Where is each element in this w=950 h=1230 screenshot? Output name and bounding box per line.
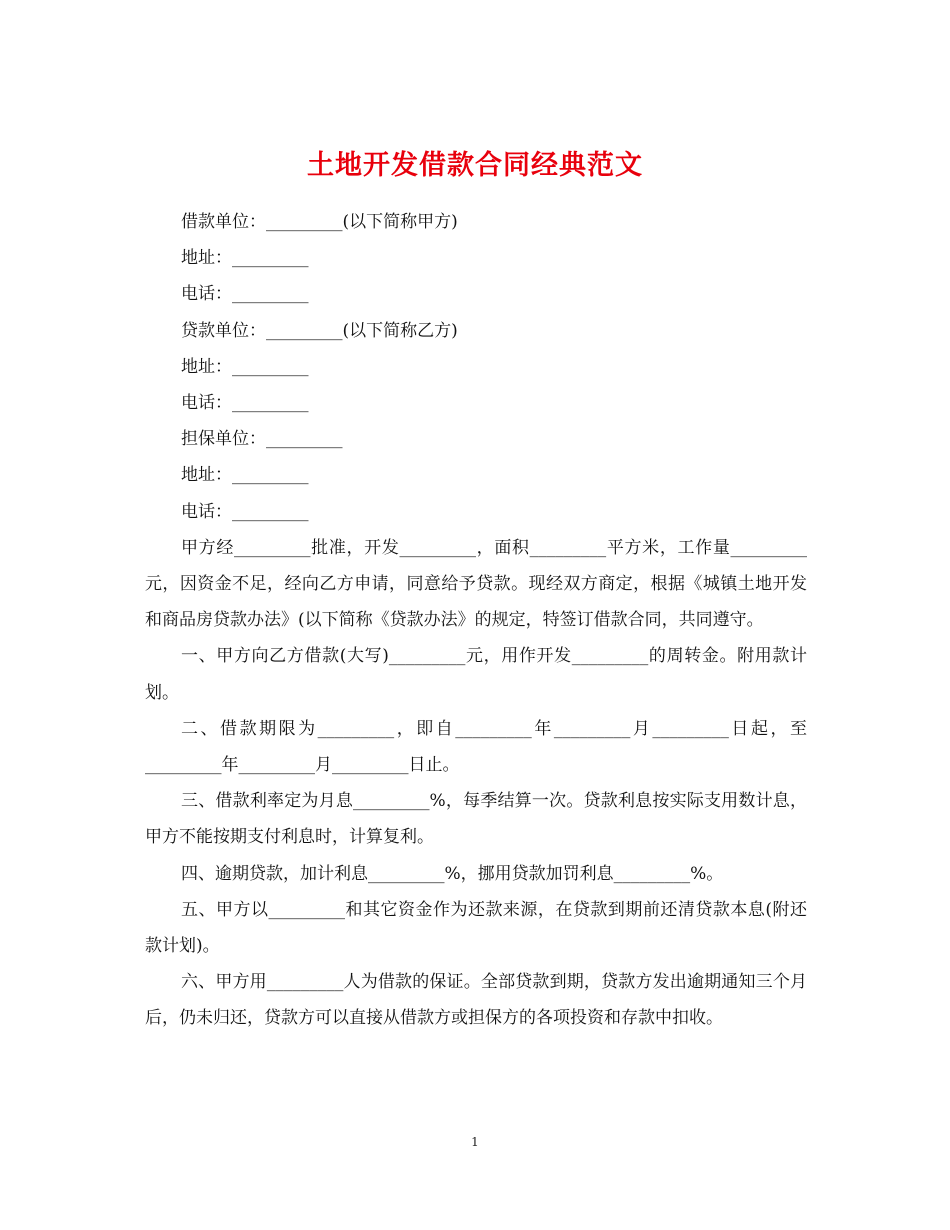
lender-phone-line: 电话：_________ <box>181 393 309 414</box>
borrower-phone-line: 电话：_________ <box>181 284 309 305</box>
lender-unit-line: 贷款单位：_________(以下简称乙方) <box>181 320 458 341</box>
clause-3-paragraph: 三、借款利率定为月息_________%，每季结算一次。贷款利息按实际支用数计息，甲方不能按期支付利息时，计算复利。 <box>145 791 807 848</box>
borrower-unit-line: 借款单位：_________(以下简称甲方) <box>181 212 458 232</box>
page-number: 1 <box>471 1135 479 1149</box>
guarantor-unit-line: 担保单位：_________ <box>181 429 343 450</box>
clause-2-paragraph: 二、借款期限为_________，即自_________年_________月_________日起，至_________年_________月_________日止。 <box>145 718 807 776</box>
guarantor-address-line: 地址：_________ <box>181 465 309 486</box>
clause-1-paragraph: 一、甲方向乙方借款(大写)_________元，用作开发_________的周转金。附用款计划。 <box>145 646 807 703</box>
lender-address-line: 地址：_________ <box>181 356 309 377</box>
borrower-address-line: 地址：_________ <box>181 248 309 269</box>
document-title: 土地开发借款合同经典范文 <box>307 150 643 182</box>
guarantor-phone-line: 电话：_________ <box>181 501 309 522</box>
clause-4-paragraph: 四、逾期贷款，加计利息_________%，挪用贷款加罚利息_________%。 <box>181 863 724 884</box>
clause-6-paragraph: 六、甲方用_________人为借款的保证。全部贷款到期，贷款方发出逾期通知三个月后，仍未归还，贷款方可以直接从借款方或担保方的各项投资和存款中扣收。 <box>145 972 807 1029</box>
contract-body <box>145 204 807 1037</box>
intro-paragraph: 甲方经_________批准，开发_________，面积_________平方米，工作量_________元，因资金不足，经向乙方申请，同意给予贷款。现经双方商定，根据《城镇土地开发和商品房贷款办法》(以下简称《贷款办法》的规定，特签订借款合同，共同遵守。 <box>145 537 807 631</box>
clause-5-paragraph: 五、甲方以_________和其它资金作为还款来源，在贷款到期前还清贷款本息(附还款计划)。 <box>145 899 807 957</box>
